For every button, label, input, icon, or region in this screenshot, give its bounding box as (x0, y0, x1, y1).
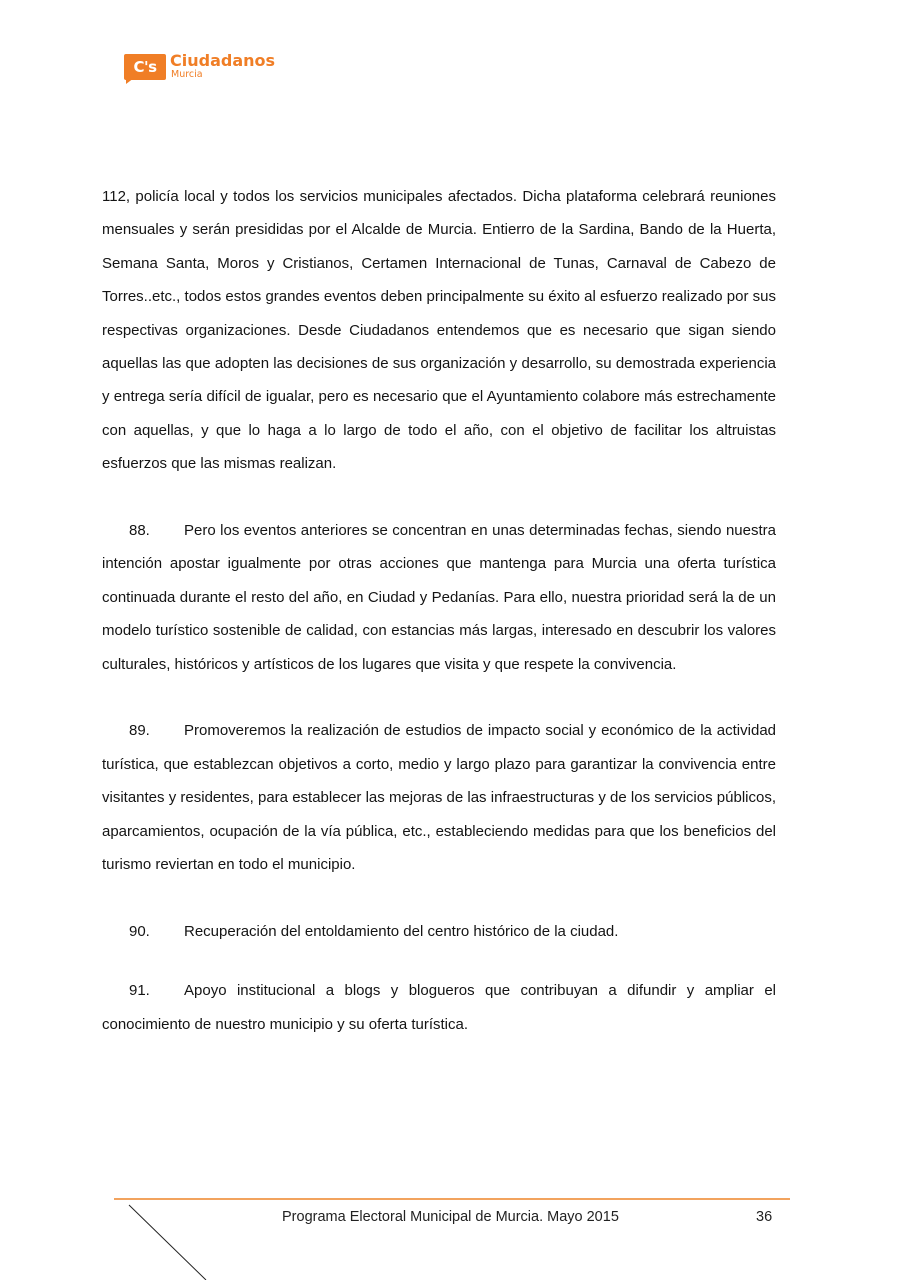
logo-name: Ciudadanos (170, 51, 276, 70)
item-text: Pero los eventos anteriores se concentran en unas determinadas fechas, siendo nuestra intención apostar igualmente por otras acciones que mantenga para Murcia una oferta turística continuada durante el resto del año, en Ciudad y Pedanías. Para ello, nuestra prioridad será la de un modelo turístico sostenible de calidad, con estancias más largas, interesado en descubrir los valores culturales, históricos y artísticos de los lugares que visita y que respete la convivencia. (102, 522, 776, 673)
footer-diagonal-line (128, 1204, 208, 1280)
logo-mark: C's (124, 54, 166, 80)
list-item-89 (102, 714, 776, 881)
item-number: 91. (129, 982, 150, 1000)
footer-rule (114, 1198, 790, 1200)
item-number: 89. (129, 722, 150, 740)
logo-subtitle: Murcia (171, 69, 203, 80)
list-item-90 (102, 915, 776, 948)
logo-speech-tail (126, 78, 134, 84)
item-number: 88. (129, 522, 150, 540)
document-body (102, 180, 776, 1041)
intro-paragraph: 112, policía local y todos los servicios municipales afectados. Dicha plataforma celebrará reuniones mensuales y serán presididas por el Alcalde de Murcia. Entierro de la Sardina, Bando de la Huerta, Semana Santa, Moros y Cristianos, Certamen Internacional de Tunas, Carnaval de Cabezo de Torres..etc., todos estos grandes eventos deben principalmente su éxito al esfuerzo realizado por sus respectivas organizaciones. Desde Ciudadanos entendemos que es necesario que sigan siendo aquellas las que adopten las decisiones de sus organización y desarrollo, su demostrada experiencia y entrega sería difícil de igualar, pero es necesario que el Ayuntamiento colabore más estrechamente con aquellas, y que lo haga a lo largo de todo el año, con el objetivo de facilitar los altruistas esfuerzos que las mismas realizan. (102, 188, 776, 473)
ciudadanos-logo (124, 52, 274, 86)
list-item-88 (102, 514, 776, 681)
item-text: Apoyo institucional a blogs y blogueros que contribuyan a difundir y ampliar el conocimiento de nuestro municipio y su oferta turística. (102, 982, 776, 1033)
footer-title: Programa Electoral Municipal de Murcia. Mayo 2015 (282, 1209, 619, 1225)
item-text: Promoveremos la realización de estudios de impacto social y económico de la actividad turística, que establezcan objetivos a corto, medio y largo plazo para garantizar la convivencia entre visitantes y residentes, para establecer las mejoras de las infraestructuras y de los servicios públicos, aparcamientos, ocupación de la vía pública, etc., estableciendo medidas para que los beneficios del turismo reviertan en todo el municipio. (102, 722, 776, 874)
list-item-91 (102, 974, 776, 1041)
item-text: Recuperación del entoldamiento del centro histórico de la ciudad. (184, 922, 619, 940)
item-number: 90. (129, 922, 150, 940)
page-number: 36 (756, 1209, 773, 1225)
